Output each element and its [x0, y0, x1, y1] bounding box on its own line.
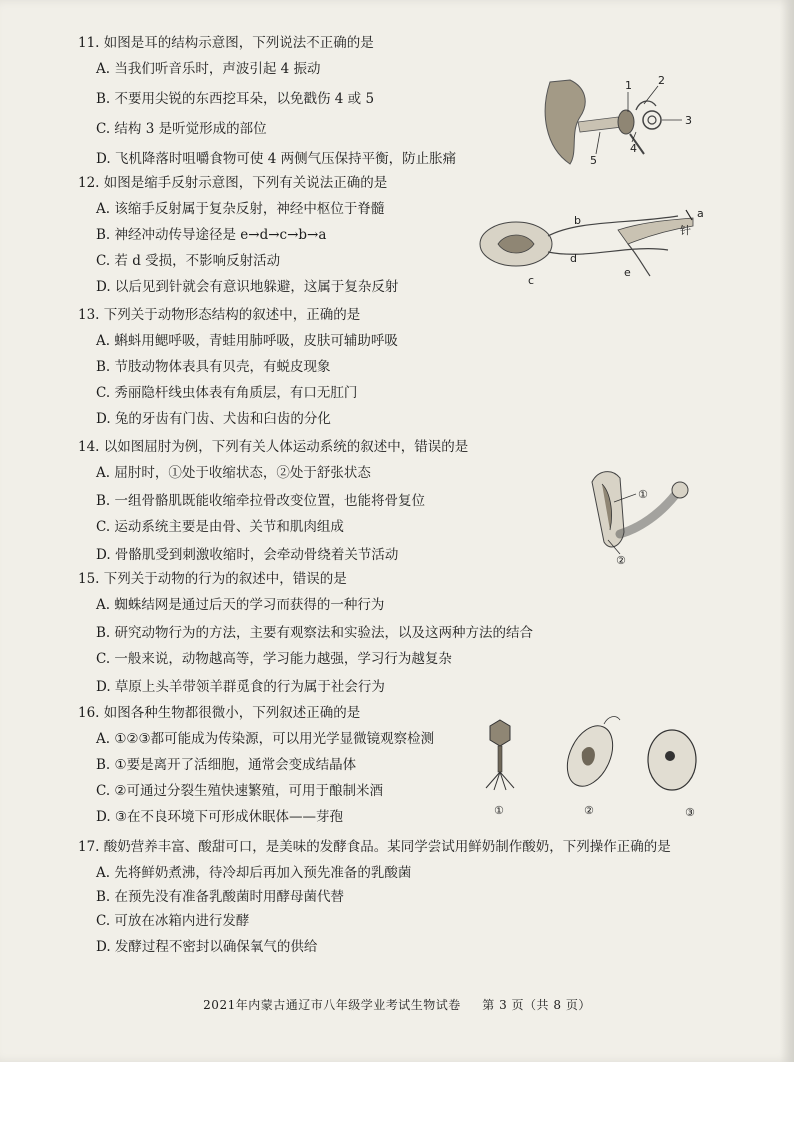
reflex-label-c: c: [528, 274, 535, 287]
ear-structure-figure: [540, 72, 710, 172]
middle-ear-shape: [618, 110, 634, 134]
exam-title: 2021年内蒙古通辽市八年级学业考试生物试卷: [203, 998, 461, 1012]
question-11-option-a: A. 当我们听音乐时，声波引起 4 振动: [96, 61, 321, 77]
cochlea-shape: [643, 111, 661, 129]
motor-nerve-path: [548, 249, 668, 255]
question-12-option-c: C. 若 d 受损，不影响反射活动: [96, 253, 281, 269]
fist-shape: [672, 482, 688, 498]
elbow-label-2: ②: [616, 554, 626, 567]
question-11-option-d: D. 飞机降落时咀嚼食物可使 4 两侧气压保持平衡，防止胀痛: [96, 151, 457, 167]
question-16-stem: 16. 如图各种生物都很微小，下列叙述正确的是: [78, 705, 361, 721]
question-17-stem: 17. 酸奶营养丰富、酸甜可口，是美味的发酵食品。某同学尝试用鲜奶制作酸奶，下列操作正确的是: [78, 839, 671, 855]
elbow-label-1: ①: [638, 488, 648, 501]
elbow-flexion-figure: [580, 462, 700, 568]
reflex-label-a: a: [697, 207, 704, 220]
question-12-option-a: A. 该缩手反射属于复杂反射，神经中枢位于脊髓: [96, 201, 385, 217]
question-13-option-c: C. 秀丽隐杆线虫体表有角质层，有口无肛门: [96, 385, 358, 401]
question-13-option-a: A. 蝌蚪用鳃呼吸，青蛙用肺呼吸，皮肤可辅助呼吸: [96, 333, 398, 349]
reflex-label-d: d: [570, 252, 577, 265]
semicircular-canal-shape: [636, 101, 656, 110]
ear-label-4: 4: [630, 142, 637, 155]
micro-label-2: ②: [584, 804, 594, 817]
reflex-label-needle: 针: [680, 224, 691, 237]
question-14-option-d: D. 骨骼肌受到刺激收缩时，会牵动骨绕着关节活动: [96, 547, 399, 563]
question-14-option-b: B. 一组骨骼肌既能收缩牵拉骨改变位置，也能将骨复位: [96, 493, 426, 509]
question-14-stem: 14. 以如图屈肘为例，下列有关人体运动系统的叙述中，错误的是: [78, 439, 469, 455]
question-17-option-d: D. 发酵过程不密封以确保氧气的供给: [96, 939, 318, 955]
question-14-option-a: A. 屈肘时，①处于收缩状态，②处于舒张状态: [96, 465, 371, 481]
question-12-option-b: B. 神经冲动传导途径是 e→d→c→b→a: [96, 227, 327, 243]
question-13-option-d: D. 兔的牙齿有门齿、犬齿和臼齿的分化: [96, 411, 331, 427]
question-16-option-b: B. ①要是离开了活细胞，通常会变成结晶体: [96, 757, 357, 773]
question-11-option-b: B. 不要用尖锐的东西挖耳朵，以免戳伤 4 或 5: [96, 91, 375, 107]
page-number: 第 3 页（共 8 页）: [482, 998, 591, 1012]
page-footer: [0, 996, 794, 1013]
reflex-label-e: e: [624, 266, 631, 279]
ear-label-1: 1: [625, 79, 632, 92]
question-16-option-c: C. ②可通过分裂生殖快速繁殖，可用于酿制米酒: [96, 783, 384, 799]
micro-label-3: ③: [685, 806, 695, 819]
yeast-nucleus-shape: [665, 751, 675, 761]
microorganisms-figure: [472, 712, 712, 824]
question-15-stem: 15. 下列关于动物的行为的叙述中，错误的是: [78, 571, 347, 587]
ear-label-5: 5: [590, 154, 597, 167]
virus-head-shape: [490, 720, 510, 746]
question-17-option-b: B. 在预先没有准备乳酸菌时用酵母菌代替: [96, 889, 345, 905]
question-15-option-a: A. 蜘蛛结网是通过后天的学习而获得的一种行为: [96, 597, 385, 613]
question-11-stem: 11. 如图是耳的结构示意图，下列说法不正确的是: [78, 35, 374, 51]
question-13-stem: 13. 下列关于动物形态结构的叙述中，正确的是: [78, 307, 361, 323]
question-12-stem: 12. 如图是缩手反射示意图，下列有关说法正确的是: [78, 175, 388, 191]
forearm-shape: [620, 494, 676, 534]
question-16-option-a: A. ①②③都可能成为传染源，可以用光学显微镜观察检测: [96, 731, 435, 747]
ear-canal-shape: [578, 117, 622, 132]
reflex-label-b: b: [574, 214, 581, 227]
question-16-option-d: D. ③在不良环境下可形成休眠体——芽孢: [96, 809, 344, 825]
question-15-option-b: B. 研究动物行为的方法，主要有观察法和实验法，以及这两种方法的结合: [96, 625, 534, 641]
micro-label-1: ①: [494, 804, 504, 817]
question-12-option-d: D. 以后见到针就会有意识地躲避，这属于复杂反射: [96, 279, 399, 295]
reflex-arc-figure: [478, 200, 708, 290]
question-13-option-b: B. 节肢动物体表具有贝壳，有蜕皮现象: [96, 359, 331, 375]
ear-label-2: 2: [658, 74, 665, 87]
question-14-option-c: C. 运动系统主要是由骨、关节和肌肉组成: [96, 519, 344, 535]
question-17-option-a: A. 先将鲜奶煮沸，待冷却后再加入预先准备的乳酸菌: [96, 865, 412, 881]
ear-label-3: 3: [685, 114, 692, 127]
question-11-option-c: C. 结构 3 是听觉形成的部位: [96, 121, 267, 137]
question-15-option-c: C. 一般来说，动物越高等，学习能力越强，学习行为越复杂: [96, 651, 452, 667]
question-15-option-d: D. 草原上头羊带领羊群觅食的行为属于社会行为: [96, 679, 385, 695]
question-17-option-c: C. 可放在冰箱内进行发酵: [96, 913, 250, 929]
virus-tail-shape: [498, 746, 502, 772]
